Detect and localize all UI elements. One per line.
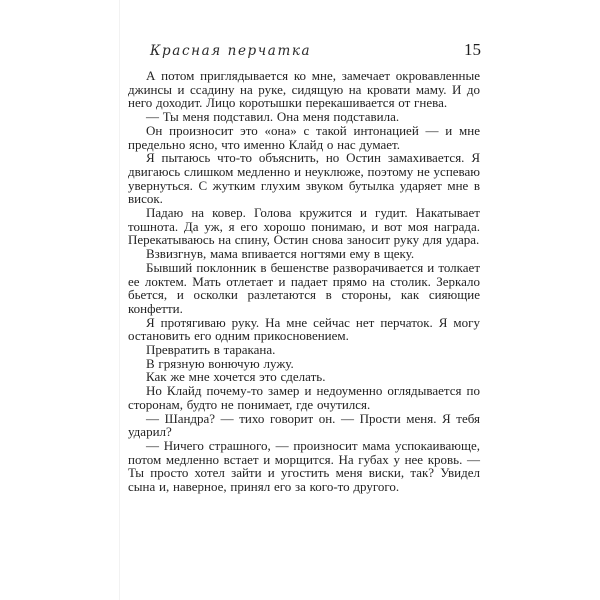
paragraph: Я пытаюсь что-то объяснить, но Остин замахивается. Я двигаюсь слишком медленно и неуклюже, поэтому не успеваю увернуться. С жутким глухим звуком бутылка ударяет мне в висок. [128, 150, 480, 207]
paragraph: Бывший поклонник в бешенстве разворачивается и толкает ее локтем. Мать отлетает и падает прямо на столик. Зеркало бьется, и осколки разлетаются в стороны, как сияющие конфетти. [128, 259, 480, 316]
running-title: Красная перчатка [150, 43, 312, 59]
paragraph: Но Клайд почему-то замер и недоуменно оглядывается по сторонам, будто не понимает, где очутился. [128, 383, 480, 412]
paragraph: Взвизгнув, мама впивается ногтями ему в щеку. [146, 246, 415, 262]
paragraph: А потом приглядывается ко мне, замечает окровавленные джинсы и ссадину на руке, сидящую на кровати маму. И до него доходит. Лицо коротышки перекашивается от гнева. [128, 68, 480, 111]
page-header [130, 40, 481, 60]
text-block [128, 69, 480, 494]
paragraph: Я протягиваю руку. На мне сейчас нет перчаток. Я могу остановить его одним прикосновением. [128, 314, 480, 344]
paragraph: — Ты меня подставил. Она меня подставила. [146, 109, 400, 125]
paragraph: Превратить в таракана. [146, 342, 276, 358]
paragraph: В грязную вонючую лужу. [146, 355, 294, 371]
page-spine-line [119, 0, 120, 600]
paragraph: — Шандра? — тихо говорит он. — Прости меня. Я тебя ударил? [128, 410, 480, 440]
page-number: 15 [464, 40, 481, 59]
paragraph: Падаю на ковер. Голова кружится и гудит. Накатывает тошнота. Да уж, я его хорошо понимаю, и вот моя награда. Перекатываюсь на спину, Остин снова заносит руку для удара. [128, 205, 480, 248]
paragraph: — Ничего страшного, — произносит мама успокаивающе, потом медленно встает и морщится. На губах у нее кровь. — Ты просто хотел зайти и угостить меня виски, так? Увидел сына и, наверное, принял его за кого-то другого. [128, 437, 480, 495]
paragraph: Он произносит это «она» с такой интонацией — и мне предельно ясно, что именно Клайд о нас думает. [128, 122, 480, 152]
paragraph: Как же мне хочется это сделать. [146, 369, 326, 385]
